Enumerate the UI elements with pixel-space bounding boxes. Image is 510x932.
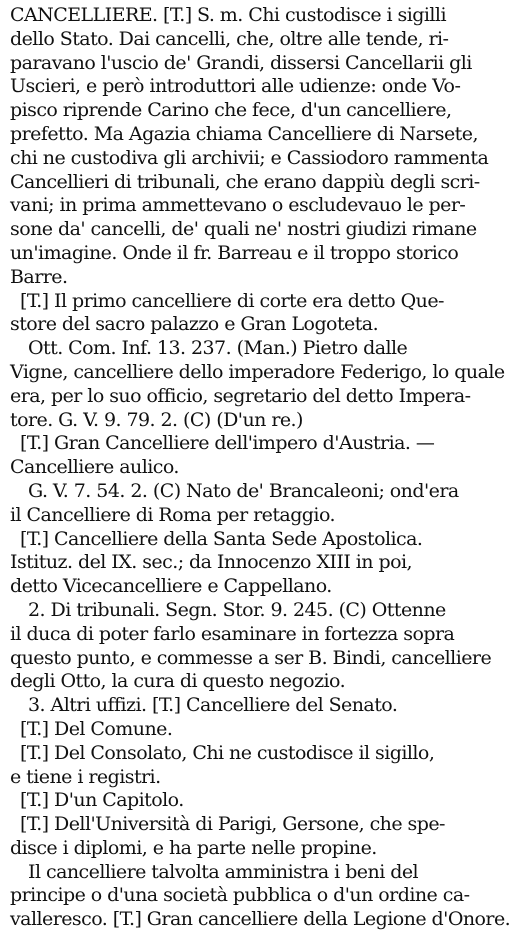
entry-line: [T.] D'un Capitolo. xyxy=(20,789,184,812)
entry-line: [T.] Del Consolato, Chi ne custodisce il sigillo, xyxy=(20,741,435,764)
entry-line: 3. Altri uffizi. [T.] Cancelliere del Senato. xyxy=(28,694,398,717)
entry-line: pisco riprende Carino che fece, d'un cancelliere, xyxy=(10,99,452,122)
entry-line: Barre. xyxy=(10,265,68,288)
entry-line: sone da' cancelli, de' quali ne' nostri giudizi rimane xyxy=(10,218,477,241)
entry-line: paravano l'uscio de' Grandi, dissersi Cancellarii gli xyxy=(10,51,472,74)
entry-line: [T.] Dell'Università di Parigi, Gersone, che spe- xyxy=(20,813,445,836)
entry-line: Cancelliere aulico. xyxy=(10,456,179,479)
entry-line: chi ne custodiva gli archivii; e Cassiodoro rammenta xyxy=(10,146,489,169)
entry-line: Vigne, cancelliere dello imperadore Federigo, lo quale xyxy=(10,360,505,383)
entry-line: il duca di poter farlo esaminare in fortezza sopra xyxy=(10,622,455,645)
entry-line: detto Vicecancelliere e Cappellano. xyxy=(10,575,332,598)
entry-line: Il cancelliere talvolta amministra i beni del xyxy=(28,860,419,883)
entry-line: e tiene i registri. xyxy=(10,765,161,788)
entry-line: Cancellieri di tribunali, che erano dappiù degli scri- xyxy=(10,170,480,193)
entry-line: Ott. Com. Inf. 13. 237. (Man.) Pietro dalle xyxy=(28,337,408,360)
entry-line: G. V. 7. 54. 2. (C) Nato de' Brancaleoni; ond'era xyxy=(28,479,459,502)
entry-line: un'imagine. Onde il fr. Barreau e il troppo storico xyxy=(10,241,459,264)
entry-line: era, per lo suo officio, segretario del detto Impera- xyxy=(10,384,471,407)
entry-line: [T.] Del Comune. xyxy=(20,717,173,740)
entry-line: prefetto. Ma Agazia chiama Cancelliere di Narsete, xyxy=(10,122,478,145)
entry-line: tore. G. V. 9. 79. 2. (C) (D'un re.) xyxy=(10,408,303,431)
entry-line: il Cancelliere di Roma per retaggio. xyxy=(10,503,335,526)
entry-line: vani; in prima ammettevano o escludevauo le per- xyxy=(10,194,466,217)
entry-line: [T.] Il primo cancelliere di corte era detto Que- xyxy=(20,289,444,312)
entry-line: Istituz. del IX. sec.; da Innocenzo XIII in poi, xyxy=(10,551,412,574)
entry-line: dello Stato. Dai cancelli, che, oltre alle tende, ri- xyxy=(10,27,449,50)
entry-line: degli Otto, la cura di questo negozio. xyxy=(10,670,346,693)
entry-line: principe o d'una società pubblica o d'un ordine ca- xyxy=(10,884,470,907)
entry-line: 2. Di tribunali. Segn. Stor. 9. 245. (C) Ottenne xyxy=(28,598,446,621)
entry-line: [T.] Gran Cancelliere dell'impero d'Austria. — xyxy=(20,432,435,455)
entry-line: valleresco. [T.] Gran cancelliere della Legione d'Onore. xyxy=(10,908,510,931)
entry-line: Uscieri, e però introduttori alle udienze: onde Vo- xyxy=(10,75,461,98)
entry-line: store del sacro palazzo e Gran Logoteta. xyxy=(10,313,379,336)
entry-line: [T.] Cancelliere della Santa Sede Apostolica. xyxy=(20,527,423,550)
entry-line: disce i diplomi, e ha parte nelle propine. xyxy=(10,836,377,859)
entry-line: CANCELLIERE. [T.] S. m. Chi custodisce i sigilli xyxy=(10,4,446,26)
entry-line: questo punto, e commesse a ser B. Bindi, cancelliere xyxy=(10,646,492,669)
